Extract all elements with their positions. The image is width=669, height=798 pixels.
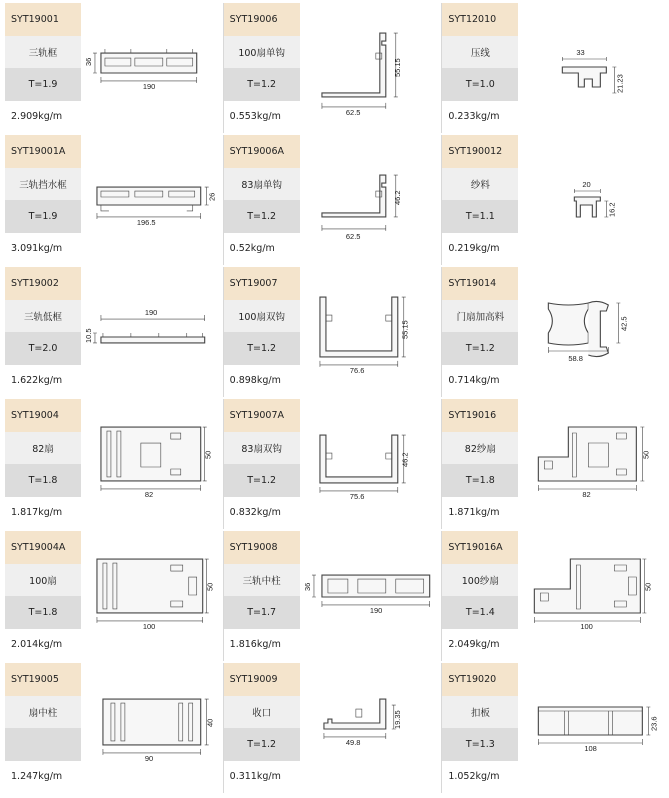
profile-name: 100扇单钩 (224, 36, 300, 69)
profile-code: SYT19004A (5, 531, 81, 564)
profile-name: 83扇双钩 (224, 432, 300, 465)
profile-name: 82纱扇 (442, 432, 518, 465)
profile-name: 三轨框 (5, 36, 81, 69)
profile-thickness: T=1.2 (224, 68, 300, 101)
profile-weight: 1.817kg/m (5, 497, 81, 530)
profile-weight: 0.219kg/m (442, 233, 518, 266)
profile-drawing (300, 267, 442, 397)
profile-thickness: T=1.2 (224, 464, 300, 497)
profile-shape (539, 707, 643, 735)
profile-name: 83扇单钩 (224, 168, 300, 201)
dim-width: 33 (576, 48, 586, 57)
dim-height: 50 (641, 450, 651, 459)
profile-drawing (300, 135, 442, 265)
profile-name: 82扇 (5, 432, 81, 465)
profile-weight: 0.233kg/m (442, 101, 518, 134)
dim-height: 40 (205, 718, 215, 728)
profile-drawing (81, 3, 223, 133)
dim-width: 75.6 (349, 491, 365, 501)
profile-card (5, 399, 224, 529)
profile-shape (97, 187, 201, 211)
profile-card (224, 531, 443, 661)
profile-card (442, 531, 661, 661)
profile-shape (324, 699, 386, 729)
profile-drawing (518, 663, 661, 793)
profile-shape (322, 175, 386, 217)
profile-thickness (5, 728, 81, 761)
dim-height: 46.2 (392, 190, 402, 205)
profile-weight: 1.052kg/m (442, 761, 518, 794)
profile-card (224, 399, 443, 529)
dim-width: 82 (582, 490, 592, 499)
profile-weight: 0.52kg/m (224, 233, 300, 266)
profile-thickness: T=1.8 (442, 464, 518, 497)
dim-width: 49.8 (345, 737, 361, 747)
profile-card (442, 267, 661, 397)
dim-height: 50 (643, 582, 653, 591)
profile-code: SYT19008 (224, 531, 300, 564)
profile-code: SYT19007 (224, 267, 300, 300)
dim-width: 108 (584, 744, 598, 753)
profile-thickness: T=1.3 (442, 728, 518, 761)
profile-code: SYT19005 (5, 663, 81, 696)
profile-card (442, 663, 661, 793)
dim-height: 10.5 (83, 328, 93, 343)
profile-code: SYT19006A (224, 135, 300, 168)
profile-thickness: T=1.8 (5, 464, 81, 497)
profile-thickness: T=1.2 (224, 200, 300, 233)
profile-card (442, 135, 661, 265)
dim-width: 76.6 (349, 365, 365, 375)
dim-height: 23.6 (649, 716, 659, 731)
dim-height: 36 (302, 582, 312, 592)
profile-drawing (81, 135, 223, 265)
profile-weight: 1.247kg/m (5, 761, 81, 794)
profile-drawing (300, 3, 442, 133)
dim-width: 190 (144, 308, 158, 318)
profile-code: SYT19001 (5, 3, 81, 36)
profile-card (5, 3, 224, 133)
profile-thickness: T=1.1 (442, 200, 518, 233)
dim-width: 62.5 (345, 107, 361, 117)
profile-drawing (518, 135, 661, 265)
dim-width: 100 (580, 622, 594, 631)
profile-shape (575, 197, 601, 217)
profile-weight: 1.816kg/m (224, 629, 300, 662)
profile-code: SYT19016A (442, 531, 518, 564)
profile-weight: 3.091kg/m (5, 233, 81, 266)
dim-height: 55.15 (400, 320, 410, 339)
dim-width: 20 (582, 180, 592, 189)
profile-card (224, 663, 443, 793)
dim-height: 21.23 (615, 74, 625, 93)
profile-weight: 2.049kg/m (442, 629, 518, 662)
profile-drawing (518, 531, 661, 661)
profile-shape (320, 297, 398, 357)
profile-name: 三轨中柱 (224, 564, 300, 597)
profile-shape (322, 575, 430, 597)
profile-shape (97, 559, 203, 613)
dim-height: 36 (83, 57, 93, 67)
profile-drawing (81, 663, 223, 793)
profile-card (442, 3, 661, 133)
profile-code: SYT19002 (5, 267, 81, 300)
profile-shape (101, 427, 201, 481)
dim-height: 26 (207, 192, 217, 201)
profile-code: SYT19006 (224, 3, 300, 36)
profile-shape (322, 33, 386, 97)
profile-code: SYT12010 (442, 3, 518, 36)
profile-shape (563, 67, 607, 87)
profile-weight: 0.832kg/m (224, 497, 300, 530)
profile-card (224, 135, 443, 265)
profile-shape (103, 699, 201, 745)
profile-code: SYT19009 (224, 663, 300, 696)
profile-card (5, 531, 224, 661)
profile-thickness: T=1.7 (224, 596, 300, 629)
profile-name: 纱料 (442, 168, 518, 201)
dim-height: 50 (203, 450, 213, 460)
profile-shape (101, 49, 197, 73)
profile-thickness: T=1.8 (5, 596, 81, 629)
profile-shape (101, 333, 205, 343)
profile-code: SYT190012 (442, 135, 518, 168)
dim-width: 190 (369, 605, 382, 615)
profile-thickness: T=1.9 (5, 200, 81, 233)
profile-thickness: T=1.2 (224, 332, 300, 365)
profile-weight: 1.622kg/m (5, 365, 81, 398)
profile-thickness: T=1.2 (442, 332, 518, 365)
dim-width: 196.5 (136, 217, 156, 227)
dim-width: 100 (142, 621, 156, 631)
profile-name: 压线 (442, 36, 518, 69)
profile-weight: 0.553kg/m (224, 101, 300, 134)
profile-code: SYT19004 (5, 399, 81, 432)
profile-weight: 0.714kg/m (442, 365, 518, 398)
profile-name: 扣板 (442, 696, 518, 729)
profile-shape (549, 301, 609, 356)
profile-weight: 2.909kg/m (5, 101, 81, 134)
profile-name: 三轨挡水框 (5, 168, 81, 201)
profile-card (442, 399, 661, 529)
profile-name: 门扇加高料 (442, 300, 518, 333)
dim-height: 55.15 (392, 58, 402, 77)
profile-code: SYT19016 (442, 399, 518, 432)
profile-weight: 2.014kg/m (5, 629, 81, 662)
dim-height: 19.35 (392, 710, 402, 729)
profile-card (5, 135, 224, 265)
profile-catalog-grid (5, 3, 661, 793)
dim-height: 50 (205, 582, 215, 592)
profile-thickness: T=1.9 (5, 68, 81, 101)
profile-drawing (300, 399, 442, 529)
profile-name: 扇中柱 (5, 696, 81, 729)
dim-width: 90 (144, 753, 154, 763)
profile-weight: 1.871kg/m (442, 497, 518, 530)
profile-thickness: T=1.4 (442, 596, 518, 629)
dim-width: 82 (144, 489, 154, 499)
profile-code: SYT19007A (224, 399, 300, 432)
profile-code: SYT19014 (442, 267, 518, 300)
profile-drawing (518, 399, 661, 529)
profile-card (224, 267, 443, 397)
dim-height: 42.5 (619, 316, 629, 331)
profile-thickness: T=2.0 (5, 332, 81, 365)
dim-width: 62.5 (345, 231, 361, 241)
profile-shape (535, 559, 641, 613)
profile-weight: 0.311kg/m (224, 761, 300, 794)
profile-name: 100扇双钩 (224, 300, 300, 333)
dim-width: 190 (142, 81, 156, 91)
profile-thickness: T=1.0 (442, 68, 518, 101)
profile-drawing (81, 267, 223, 397)
profile-code: SYT19020 (442, 663, 518, 696)
profile-weight: 0.898kg/m (224, 365, 300, 398)
profile-drawing (300, 531, 442, 661)
profile-shape (320, 435, 398, 483)
profile-code: SYT19001A (5, 135, 81, 168)
profile-thickness: T=1.2 (224, 728, 300, 761)
profile-drawing (518, 3, 661, 133)
profile-name: 100纱扇 (442, 564, 518, 597)
dim-width: 58.8 (568, 354, 584, 363)
profile-drawing (81, 531, 223, 661)
dim-height: 16.2 (607, 202, 617, 217)
profile-drawing (518, 267, 661, 397)
profile-name: 收口 (224, 696, 300, 729)
dim-height: 46.2 (400, 452, 410, 467)
profile-card (5, 267, 224, 397)
profile-name: 三轨低框 (5, 300, 81, 333)
profile-drawing (81, 399, 223, 529)
profile-shape (539, 427, 637, 481)
profile-card (224, 3, 443, 133)
profile-name: 100扇 (5, 564, 81, 597)
profile-card (5, 663, 224, 793)
profile-drawing (300, 663, 442, 793)
